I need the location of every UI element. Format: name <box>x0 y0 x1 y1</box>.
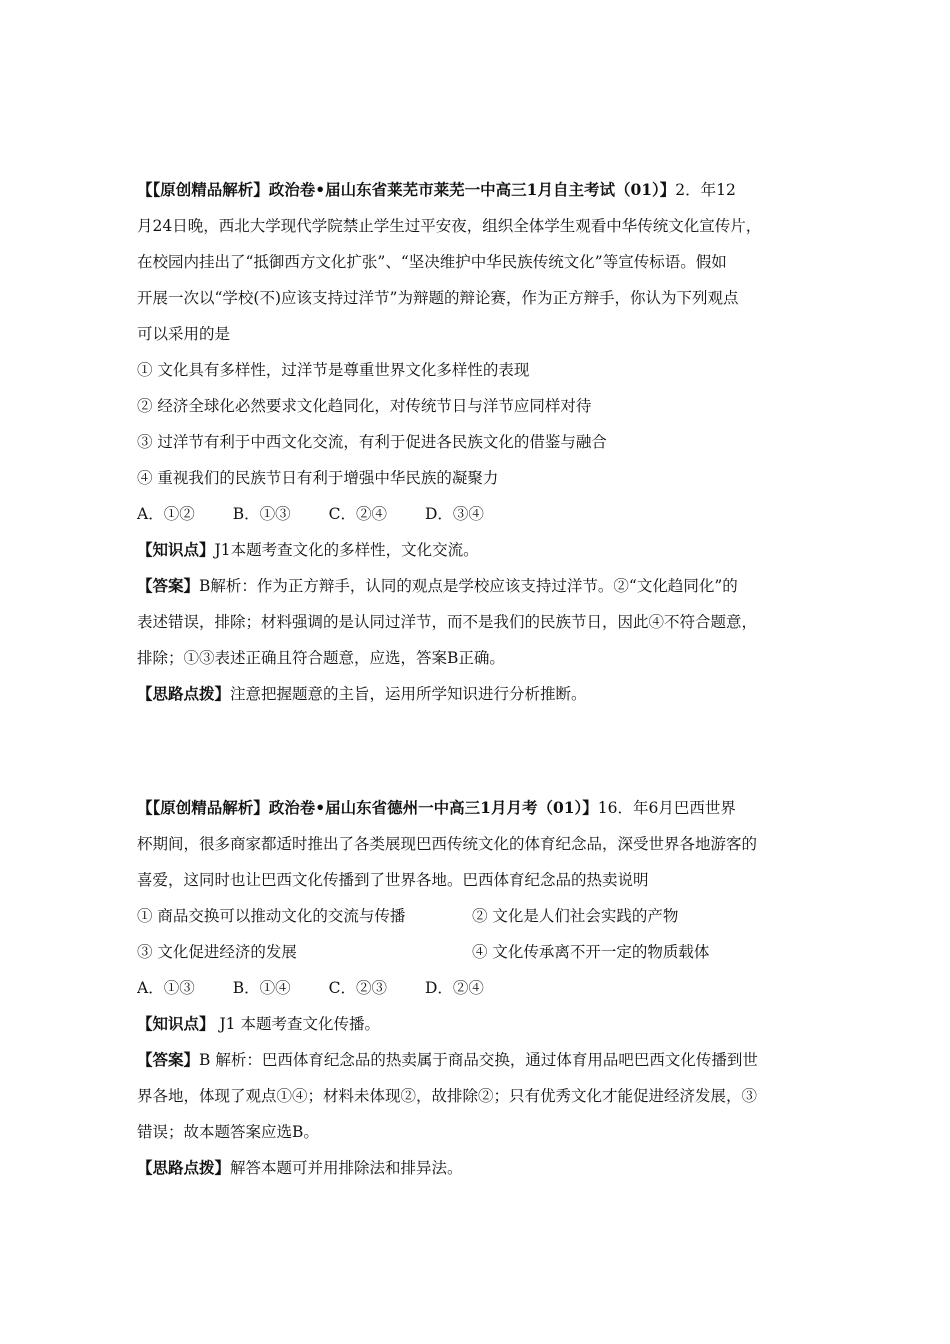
tip-text: 解答本题可并用排除法和排异法。 <box>230 1159 463 1177</box>
question-2-item: ③ 文化促进经济的发展 <box>137 943 297 961</box>
question-2-answer <box>137 1042 817 1078</box>
question-1-item: ④ 重视我们的民族节日有利于增强中华民族的凝聚力 <box>137 469 499 487</box>
question-1-item: ② 经济全球化必然要求文化趋同化，对传统节日与洋节应同样对待 <box>137 397 592 415</box>
question-1-stem-line: 月24日晚，西北大学现代学院禁止学生过平安夜，组织全体学生观看中华传统文化宣传片， <box>137 217 762 235</box>
tip-label: 【思路点拨】 <box>137 1158 231 1177</box>
tip-text: 注意把握题意的主旨，运用所学知识进行分析推断。 <box>230 685 587 703</box>
tip-label: 【思路点拨】 <box>137 684 231 703</box>
answer-label: 【答案】 <box>137 576 200 595</box>
option-b: B．①④ <box>232 979 291 997</box>
option-b: B．①③ <box>232 505 291 523</box>
question-2-stem-line <box>137 790 817 826</box>
knowledge-label: 【知识点】 <box>137 1014 215 1033</box>
question-2-options <box>137 970 817 1006</box>
option-a: A．①② <box>137 505 195 523</box>
option-c: C．②③ <box>328 979 387 997</box>
question-1-answer-line: 表述错误，排除；材料强调的是认同过洋节，而不是我们的民族节日，因此④不符合题意， <box>137 613 758 631</box>
question-1-stem-line: 在校园内挂出了“抵御西方文化扩张”、“坚决维护中华民族传统文化”等宣传标语。假如 <box>137 253 727 271</box>
question-2-stem-start: 16．年6月巴西世界 <box>597 799 736 817</box>
question-1-answer-line: 排除；①③表述正确且符合题意，应选，答案B正确。 <box>137 649 505 667</box>
answer-text: B解析：作为正方辩手，认同的观点是学校应该支持过洋节。②“文化趋同化”的 <box>199 577 738 595</box>
question-2-stem-line: 杯期间，很多商家都适时推出了各类展现巴西传统文化的体育纪念品，深受世界各地游客的 <box>137 835 758 853</box>
option-d: D．③④ <box>424 505 484 523</box>
question-1-stem-line: 开展一次以“学校(不)应该支持过洋节”为辩题的辩论赛，作为正方辩手，你认为下列观点 <box>137 289 739 307</box>
question-1-tip <box>137 676 817 712</box>
knowledge-text: J1 本题考查文化传播。 <box>214 1015 380 1033</box>
question-1-stem-line <box>137 172 817 208</box>
question-2-tip <box>137 1150 817 1186</box>
question-1-answer <box>137 568 817 604</box>
question-1-knowledge <box>137 532 817 568</box>
question-2-item: ① 商品交换可以推动文化的交流与传播 <box>137 907 406 925</box>
option-d: D．②④ <box>424 979 484 997</box>
answer-text: B 解析：巴西体育纪念品的热卖属于商品交换，通过体育用品吧巴西文化传播到世 <box>199 1051 758 1069</box>
question-2-item-row <box>137 934 817 970</box>
question-1-stem-start: 2．年12 <box>675 181 736 199</box>
question-1 <box>137 172 817 712</box>
question-2-knowledge <box>137 1006 817 1042</box>
question-2 <box>137 790 817 1186</box>
question-1-options <box>137 496 817 532</box>
question-2-item: ④ 文化传承离不开一定的物质载体 <box>472 943 710 961</box>
question-1-item: ③ 过洋节有利于中西文化交流，有利于促进各民族文化的借鉴与融合 <box>137 433 607 451</box>
question-2-answer-line: 界各地，体现了观点①④；材料未体现②，故排除②；只有优秀文化才能促进经济发展，③ <box>137 1087 758 1105</box>
question-2-stem-line: 喜爱，这同时也让巴西文化传播到了世界各地。巴西体育纪念品的热卖说明 <box>137 871 649 889</box>
option-c: C．②④ <box>328 505 387 523</box>
question-2-item: ② 文化是人们社会实践的产物 <box>472 907 679 925</box>
question-2-item-row <box>137 898 817 934</box>
option-a: A．①③ <box>137 979 195 997</box>
question-2-source: 【【原创精品解析】政治卷•届山东省德州一中高三1月月考（01）】 <box>137 798 598 817</box>
knowledge-label: 【知识点】 <box>137 540 215 559</box>
knowledge-text: J1本题考查文化的多样性，文化交流。 <box>214 541 479 559</box>
question-1-stem-line: 可以采用的是 <box>137 325 231 343</box>
question-1-item: ① 文化具有多样性，过洋节是尊重世界文化多样性的表现 <box>137 361 530 379</box>
answer-label: 【答案】 <box>137 1050 200 1069</box>
question-2-answer-line: 错误；故本题答案应选B。 <box>137 1123 319 1141</box>
question-1-source: 【【原创精品解析】政治卷•届山东省莱芜市莱芜一中高三1月自主考试（01）】 <box>137 180 676 199</box>
